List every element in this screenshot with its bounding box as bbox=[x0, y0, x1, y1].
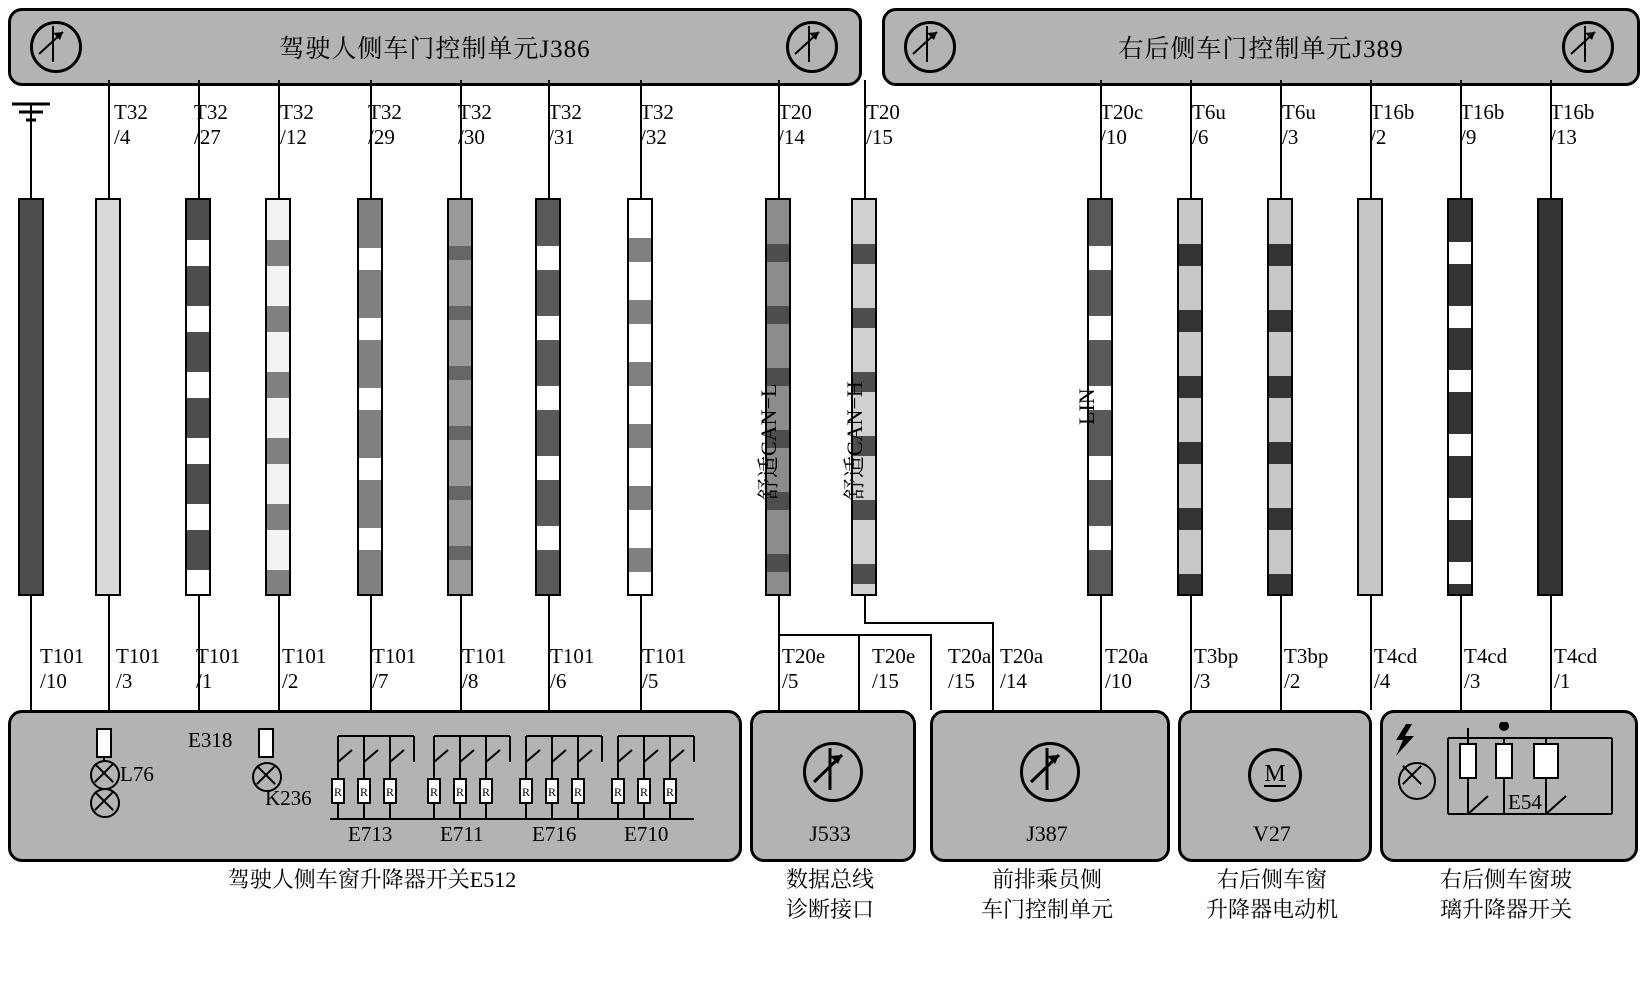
pin-top-10: T20c /10 bbox=[1100, 100, 1144, 149]
cable-bar-1 bbox=[95, 198, 121, 596]
wire-3-bottom bbox=[278, 596, 280, 710]
sub-switch-label-e711: E711 bbox=[440, 822, 484, 846]
wire-1-bottom bbox=[108, 596, 110, 710]
motor-symbol: M bbox=[1264, 761, 1286, 787]
switch-network-e54[interactable] bbox=[1444, 722, 1616, 837]
lamp-icon-1 bbox=[90, 760, 120, 790]
wire-can-low-down bbox=[778, 634, 780, 710]
cable-bar-3 bbox=[265, 198, 291, 596]
pin-top-12: T6u /3 bbox=[1282, 100, 1316, 149]
cable-bar-4 bbox=[357, 198, 383, 596]
wire-15-bottom bbox=[1550, 596, 1552, 710]
pin-bottom-0: T101 /10 bbox=[40, 644, 85, 693]
caption-j387-line1: 前排乘员侧 bbox=[991, 867, 1102, 892]
switch-label-k236: K236 bbox=[265, 786, 312, 810]
resistor-e710-1: R bbox=[611, 778, 625, 804]
module-j389[interactable] bbox=[882, 8, 1640, 86]
switch-group-e711[interactable] bbox=[430, 726, 514, 823]
pin-bottom-17: T4cd /1 bbox=[1554, 644, 1598, 693]
pin-top-13: T16b /2 bbox=[1370, 100, 1415, 149]
caption-j533-line2: 诊断接口 bbox=[785, 897, 874, 922]
sub-switch-label-e713: E713 bbox=[348, 822, 393, 846]
connector-icon-j386-right bbox=[786, 21, 838, 73]
cable-bar-0 bbox=[18, 198, 44, 596]
resistor-e711-3: R bbox=[479, 778, 493, 804]
pin-top-4: T32 /29 bbox=[368, 100, 402, 149]
cable-bar-15 bbox=[1537, 198, 1563, 596]
cable-bar-7 bbox=[627, 198, 653, 596]
wire-can-high-jog2 bbox=[860, 634, 932, 636]
wire-14-bottom bbox=[1460, 596, 1462, 710]
pin-top-3: T32 /12 bbox=[280, 100, 314, 149]
lamp-icon-2 bbox=[90, 788, 120, 818]
sub-switch-label-e716: E716 bbox=[532, 822, 577, 846]
pin-top-15: T16b /13 bbox=[1550, 100, 1595, 149]
module-j386[interactable] bbox=[8, 8, 862, 86]
cable-bar-14 bbox=[1447, 198, 1473, 596]
connector-icon-j387 bbox=[1020, 742, 1080, 802]
code-j387: J387 bbox=[1026, 821, 1068, 846]
cable-bar-13 bbox=[1357, 198, 1383, 596]
module-j389-label: 右后侧车门控制单元J389 bbox=[1118, 36, 1404, 63]
resistor-e711-1: R bbox=[427, 778, 441, 804]
wire-10-bottom bbox=[1100, 596, 1102, 710]
wire-0-bottom bbox=[30, 596, 32, 710]
cable-bar-5 bbox=[447, 198, 473, 596]
caption-window-switch: 驾驶人侧车窗升降器开关E512 bbox=[227, 867, 517, 892]
lamp-label-l76: L76 bbox=[120, 762, 154, 786]
bus-label-can-high: 舒适CAN−H bbox=[842, 381, 867, 500]
cable-bar-6 bbox=[535, 198, 561, 596]
resistor-e716-3: R bbox=[571, 778, 585, 804]
connector-icon-j386-left bbox=[30, 21, 82, 73]
pin-bottom-14: T3bp /2 bbox=[1284, 644, 1329, 693]
e318-resistor-1 bbox=[96, 728, 112, 758]
pin-top-14: T16b /9 bbox=[1460, 100, 1505, 149]
sub-switch-label-e710: E710 bbox=[624, 822, 669, 846]
wire-1-top bbox=[108, 80, 110, 198]
wire-can-high-j387 bbox=[992, 622, 994, 710]
connector-icon-j389-right bbox=[1562, 21, 1614, 73]
resistor-e716-2: R bbox=[545, 778, 559, 804]
resistor-e716-1: R bbox=[519, 778, 533, 804]
caption-e54-line1: 右后侧车窗玻 bbox=[1439, 867, 1572, 892]
wire-13-bottom bbox=[1370, 596, 1372, 710]
pin-top-6: T32 /31 bbox=[548, 100, 582, 149]
connector-icon-j389-left bbox=[904, 21, 956, 73]
resistor-e713-3: R bbox=[383, 778, 397, 804]
pin-top-1: T32 /4 bbox=[114, 100, 148, 149]
resistor-e710-3: R bbox=[663, 778, 677, 804]
resistor-e711-2: R bbox=[453, 778, 467, 804]
diode-label-e318: E318 bbox=[188, 728, 233, 752]
pin-bottom-16: T4cd /3 bbox=[1464, 644, 1508, 693]
lamp-icon-e54 bbox=[1398, 762, 1436, 800]
e318-resistor-2 bbox=[258, 728, 274, 758]
pin-top-5: T32 /30 bbox=[458, 100, 492, 149]
cable-bar-11 bbox=[1177, 198, 1203, 596]
pin-top-9: T20 /15 bbox=[866, 100, 900, 149]
wire-0-top bbox=[30, 104, 32, 198]
pin-bottom-15: T4cd /4 bbox=[1374, 644, 1418, 693]
wire-can-high-down bbox=[930, 634, 932, 710]
switch-group-e713[interactable] bbox=[334, 726, 418, 823]
caption-j533-line1: 数据总线 bbox=[785, 867, 874, 892]
pin-bottom-6: T101 /6 bbox=[550, 644, 595, 693]
pin-bottom-3: T101 /2 bbox=[282, 644, 327, 693]
pin-top-11: T6u /6 bbox=[1192, 100, 1226, 149]
caption-v27-line2: 升降器电动机 bbox=[1205, 897, 1338, 922]
pin-bottom-7: T101 /5 bbox=[642, 644, 687, 693]
pin-bottom-13: T3bp /3 bbox=[1194, 644, 1239, 693]
switch-group-e716[interactable] bbox=[522, 726, 606, 823]
wire-11-bottom bbox=[1190, 596, 1192, 710]
wire-12-bottom bbox=[1280, 596, 1282, 710]
pin-top-7: T32 /32 bbox=[640, 100, 674, 149]
pin-bottom-11: T20a /14 bbox=[1000, 644, 1044, 693]
bus-label-lin: LIN bbox=[1074, 388, 1099, 425]
caption-v27-line1: 右后侧车窗 bbox=[1216, 867, 1327, 892]
pin-bottom-8: T20e /5 bbox=[782, 644, 826, 693]
resistor-e710-2: R bbox=[637, 778, 651, 804]
pin-bottom-9: T20e /15 bbox=[872, 644, 916, 693]
code-e54: E54 bbox=[1508, 790, 1542, 814]
pin-top-8: T20 /14 bbox=[778, 100, 812, 149]
caption-j387-line2: 车门控制单元 bbox=[980, 897, 1113, 922]
motor-icon-v27 bbox=[1248, 748, 1302, 802]
bus-label-can-low: 舒适CAN−L bbox=[756, 383, 781, 500]
wire-can-low-drop bbox=[778, 596, 780, 636]
pin-bottom-5: T101 /8 bbox=[462, 644, 507, 693]
connector-icon-j533 bbox=[803, 742, 863, 802]
wire-can-low-jog bbox=[778, 634, 860, 636]
pin-bottom-12: T20a /10 bbox=[1105, 644, 1149, 693]
module-j386-label: 驾驶人侧车门控制单元J386 bbox=[279, 36, 591, 63]
pin-bottom-10: T20a /15 bbox=[948, 644, 992, 693]
pin-top-2: T32 /27 bbox=[194, 100, 228, 149]
wire-can-low-j533 bbox=[858, 634, 860, 710]
cable-bar-2 bbox=[185, 198, 211, 596]
wire-can-high-drop bbox=[864, 596, 866, 624]
pin-bottom-2: T101 /1 bbox=[196, 644, 241, 693]
code-j533: J533 bbox=[809, 821, 851, 846]
caption-e54-line2: 璃升降器开关 bbox=[1439, 897, 1572, 922]
pin-bottom-4: T101 /7 bbox=[372, 644, 417, 693]
flash-icon-e54 bbox=[1392, 724, 1418, 761]
wire-can-high-jog bbox=[864, 622, 994, 624]
switch-group-e710[interactable] bbox=[614, 726, 698, 823]
code-v27: V27 bbox=[1253, 821, 1291, 846]
pin-bottom-1: T101 /3 bbox=[116, 644, 161, 693]
resistor-e713-2: R bbox=[357, 778, 371, 804]
resistor-e713-1: R bbox=[331, 778, 345, 804]
cable-bar-12 bbox=[1267, 198, 1293, 596]
